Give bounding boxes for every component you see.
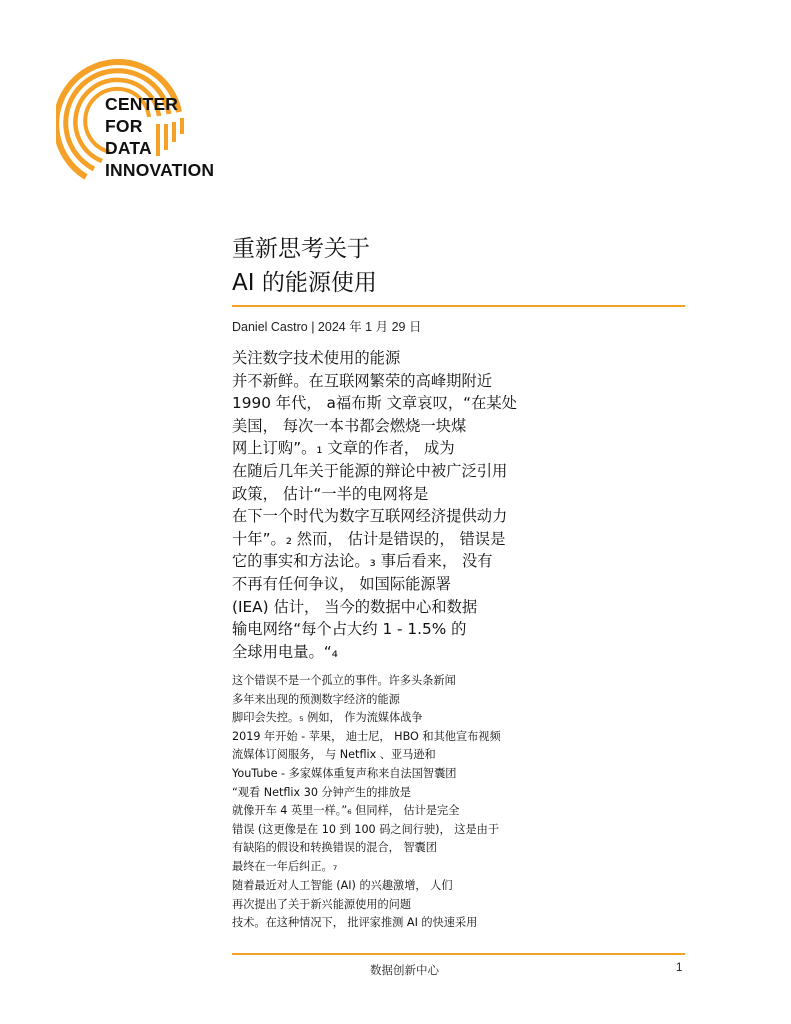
body-line: 2019 年开始 - 苹果， 迪士尼， HBO 和其他宣布视频	[232, 729, 501, 743]
lead-line: 关注数字技术使用的能源	[232, 349, 401, 367]
lead-line: (IEA) 估计， 当今的数据中心和数据	[232, 597, 478, 616]
body-paragraph-3	[232, 877, 477, 933]
lead-line: 并不新鲜。在互联网繁荣的高峰期附近	[232, 371, 493, 390]
body-line: YouTube - 多家媒体重复声称来自法国智囊团	[232, 766, 457, 780]
body-line: 脚印会失控。₅ 例如， 作为流媒体战争	[232, 711, 423, 725]
logo-line-for: FOR	[105, 116, 143, 136]
body-line: 有缺陷的假设和转换错误的混合， 智囊团	[232, 841, 437, 855]
page-title	[232, 232, 377, 300]
lead-line: 在下一个时代为数字互联网经济提供动力	[232, 507, 508, 526]
lead-line: 网上订购”。₁ 文章的作者， 成为	[232, 439, 455, 458]
lead-line: 十年”。₂ 然而， 估计是错误的， 错误是	[232, 529, 506, 548]
body-line: 最终在一年后纠正。₇	[232, 859, 338, 873]
logo-wordmark	[105, 93, 214, 181]
body-line: 多年来出现的预测数字经济的能源	[232, 692, 400, 706]
lead-line: 输电网络“每个占大约 1 - 1.5% 的	[232, 620, 467, 639]
body-paragraph-2	[232, 672, 501, 877]
title-divider	[232, 305, 685, 307]
lead-paragraph	[232, 347, 517, 663]
footer-org-name: 数据创新中心	[370, 963, 439, 977]
body-line: 再次提出了关于新兴能源使用的问题	[232, 897, 412, 911]
body-line: 这个错误不是一个孤立的事件。许多头条新闻	[232, 674, 456, 687]
lead-line: 全球用电量。“₄	[232, 642, 338, 661]
title-line-2: AI 的能源使用	[232, 270, 377, 296]
title-line-1: 重新思考关于	[232, 236, 370, 262]
lead-line: 1990 年代， a福布斯 文章哀叹，“在某处	[232, 394, 517, 413]
body-line: 技术。在这种情况下， 批评家推测 AI 的快速采用	[232, 916, 478, 930]
lead-line: 政策， 估计“一半的电网将是	[232, 484, 429, 503]
center-for-data-innovation-logo	[56, 52, 236, 182]
footer-divider	[232, 953, 685, 955]
byline: Daniel Castro | 2024 年 1 月 29 日	[232, 320, 422, 334]
body-line: “观看 Netflix 30 分钟产生的排放是	[232, 785, 411, 799]
lead-line: 美国， 每次一本书都会燃烧一块煤	[232, 416, 467, 435]
lead-line: 在随后几年关于能源的辩论中被广泛引用	[232, 461, 508, 480]
logo-line-center: CENTER	[105, 94, 179, 114]
body-line: 流媒体订阅服务， 与 Netflix 、亚马逊和	[232, 748, 436, 762]
lead-line: 不再有任何争议， 如国际能源署	[232, 574, 452, 593]
logo-line-innovation: INNOVATION	[105, 160, 215, 180]
body-line: 随着最近对人工智能 (AI) 的兴趣激增， 人们	[232, 879, 453, 892]
body-line: 错误 (这更像是在 10 到 100 码之间行驶)， 这是由于	[232, 822, 500, 836]
lead-line: 它的事实和方法论。₃ 事后看来， 没有	[232, 552, 493, 571]
page-number: 1	[676, 962, 683, 974]
body-line: 就像开车 4 英里一样。”₆ 但同样， 估计是完全	[232, 804, 460, 818]
logo-line-data: DATA	[105, 138, 152, 158]
